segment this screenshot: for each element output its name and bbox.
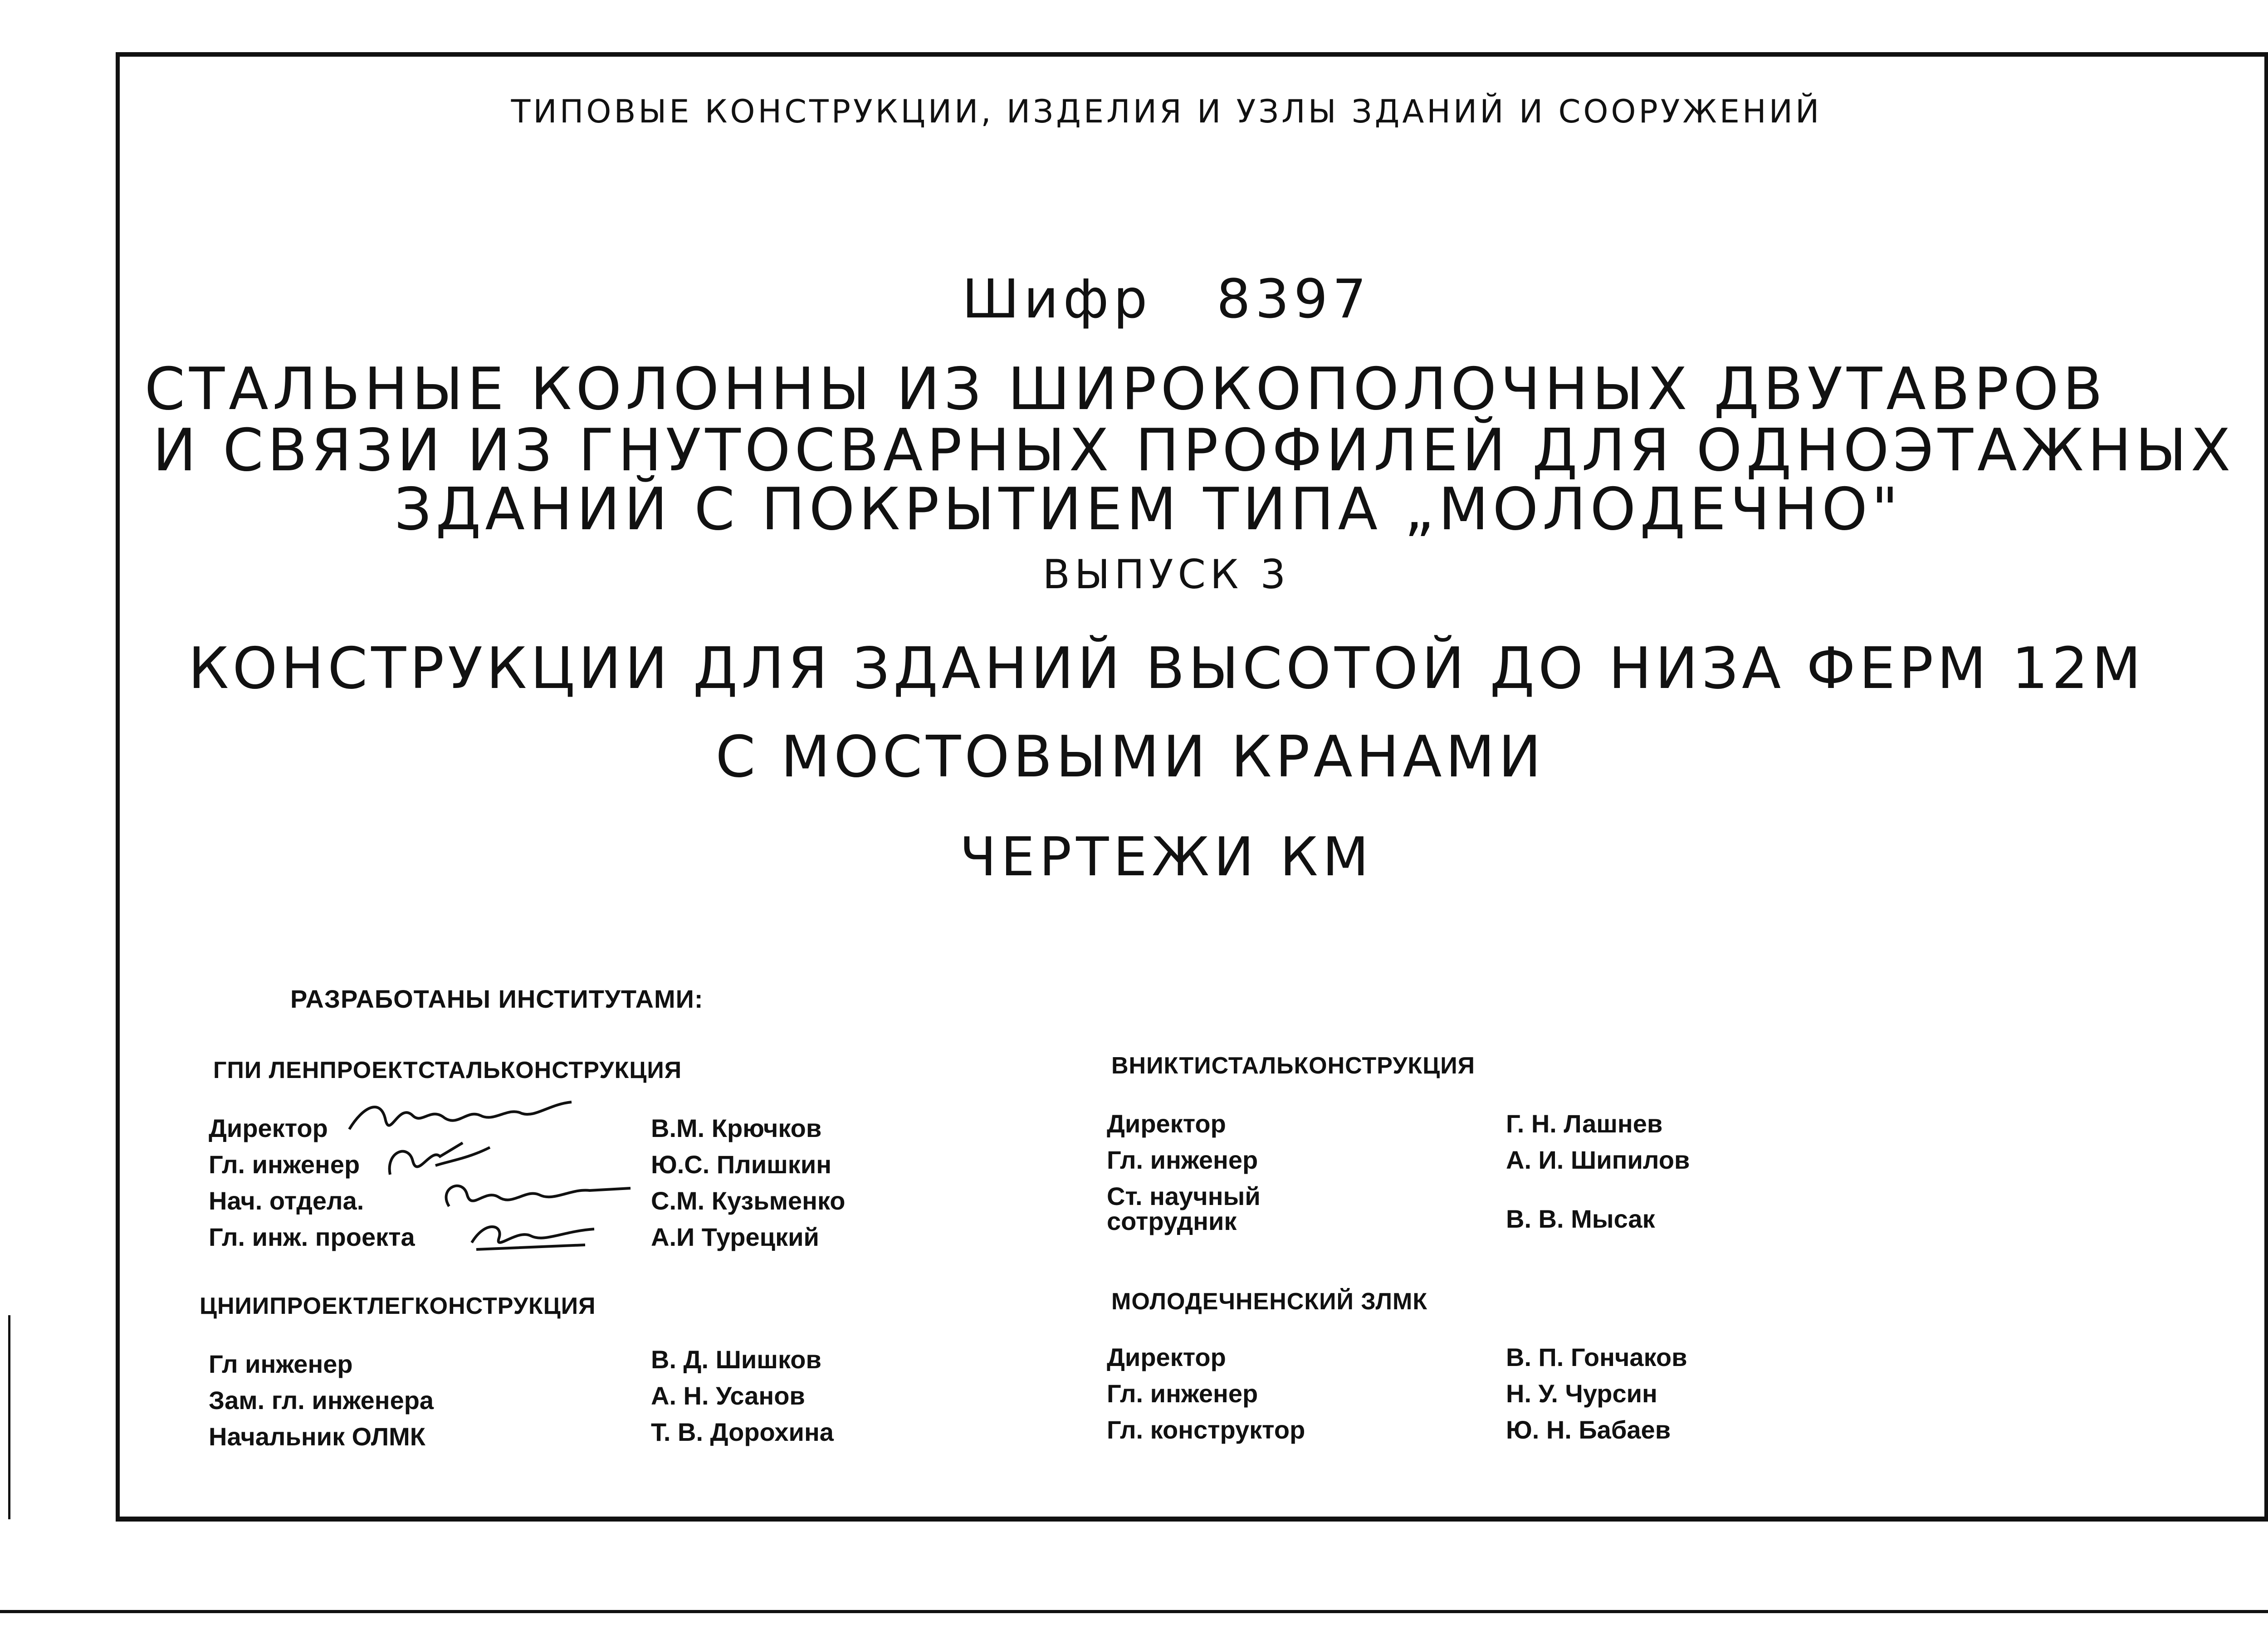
role-senior-researcher-1: Ст. научный: [1107, 1182, 1261, 1210]
person-gonchakov: В. П. Гончаков: [1506, 1343, 1687, 1371]
role-dept-head: Нач. отдела.: [209, 1186, 364, 1215]
org-name-molodechno: МОЛОДЕЧНЕНСКИЙ ЗЛМК: [1111, 1288, 1428, 1315]
org-name-lenproekt: ГПИ ЛЕНПРОЕКТСТАЛЬКОНСТРУКЦИЯ: [213, 1057, 682, 1083]
person-shishkov: В. Д. Шишков: [651, 1345, 821, 1374]
person-turetsky: А.И Турецкий: [651, 1223, 819, 1251]
issue-label: ВЫПУСК 3: [1042, 551, 1290, 598]
role-senior-researcher-2: сотрудник: [1107, 1207, 1237, 1235]
person-plishkin: Ю.С. Плишкин: [651, 1150, 832, 1179]
person-chursin: Н. У. Чурсин: [1506, 1379, 1657, 1408]
person-mysak: В. В. Мысак: [1506, 1205, 1655, 1233]
bottom-border-line: [0, 1610, 2268, 1613]
role-director-2: Директор: [1107, 1109, 1226, 1138]
developed-by-label: РАЗРАБОТАНЫ ИНСТИТУТАМИ:: [290, 985, 704, 1013]
role-chief-engineer-2: Гл инженер: [209, 1350, 353, 1378]
title-line-3: ЗДАНИЙ С ПОКРЫТИЕМ ТИПА „МОЛОДЕЧНО": [394, 476, 1902, 543]
org-name-vnikti: ВНИКТИСТАЛЬКОНСТРУКЦИЯ: [1111, 1053, 1476, 1079]
title-line-2: И СВЯЗИ ИЗ ГНУТОСВАРНЫХ ПРОФИЛЕЙ ДЛЯ ОДНОЭТАЖНЫХ: [152, 417, 2235, 484]
drawings-label: ЧЕРТЕЖИ КМ: [959, 825, 1374, 888]
role-project-engineer: Гл. инж. проекта: [209, 1223, 415, 1251]
person-usanov: А. Н. Усанов: [651, 1381, 805, 1410]
role-chief-engineer-3: Гл. инженер: [1107, 1146, 1258, 1174]
left-margin-line: [8, 1315, 10, 1519]
person-babaev: Ю. Н. Бабаев: [1506, 1415, 1671, 1444]
role-chief-designer: Гл. конструктор: [1107, 1415, 1305, 1444]
role-olmk-head: Начальник ОЛМК: [209, 1422, 425, 1451]
title-line-1: СТАЛЬНЫЕ КОЛОННЫ ИЗ ШИРОКОПОЛОЧНЫХ ДВУТАВРОВ: [144, 356, 2107, 423]
person-kryuchkov: В.М. Крючков: [651, 1114, 822, 1142]
role-deputy-engineer: Зам. гл. инженера: [209, 1386, 434, 1415]
subtitle-line-1: КОНСТРУКЦИИ ДЛЯ ЗДАНИЙ ВЫСОТОЙ ДО НИЗА ФЕРМ 12М: [188, 635, 2145, 702]
role-chief-engineer: Гл. инженер: [209, 1150, 360, 1179]
org-name-tsnii: ЦНИИПРОЕКТЛЕГКОНСТРУКЦИЯ: [200, 1293, 596, 1319]
person-lashnev: Г. Н. Лашнев: [1506, 1109, 1663, 1138]
document-code: Шифр 8397: [962, 268, 1371, 330]
person-kuzmenko: С.М. Кузьменко: [651, 1186, 846, 1215]
series-title: ТИПОВЫЕ КОНСТРУКЦИИ, ИЗДЕЛИЯ И УЗЛЫ ЗДАНИЙ И СООРУЖЕНИЙ: [511, 93, 1822, 130]
person-dorokhina: Т. В. Дорохина: [651, 1418, 834, 1446]
role-director: Директор: [209, 1114, 328, 1142]
subtitle-line-2: С МОСТОВЫМИ КРАНАМИ: [715, 723, 1545, 790]
role-director-3: Директор: [1107, 1343, 1226, 1371]
person-shipilov: А. И. Шипилов: [1506, 1146, 1690, 1174]
signature-project-engineer: [463, 1211, 599, 1256]
role-chief-engineer-4: Гл. инженер: [1107, 1379, 1258, 1408]
